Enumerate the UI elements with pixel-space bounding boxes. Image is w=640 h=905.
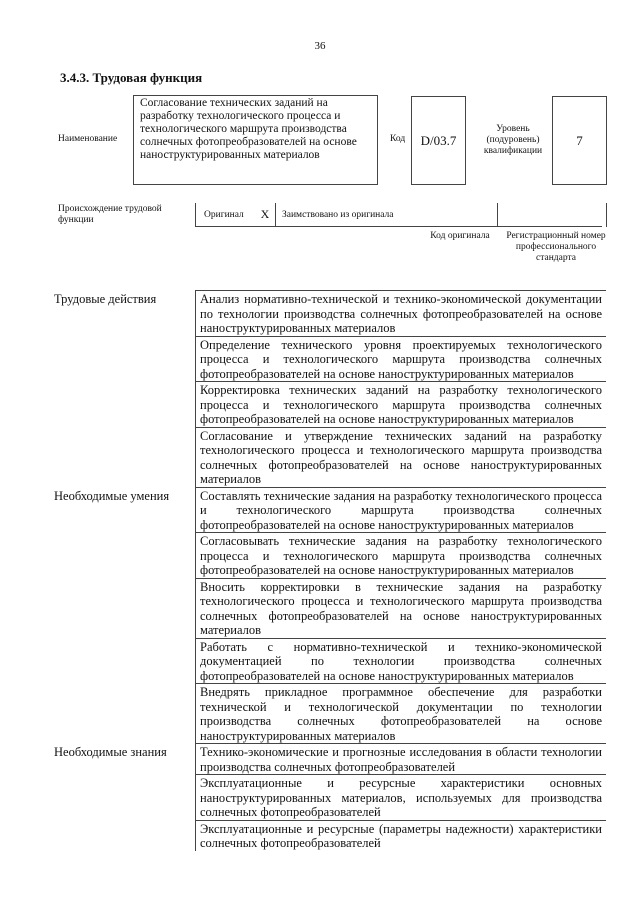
section-item: Составлять технические задания на разработку технологического процесса и технологического маршрута производства солнечных фотопреобразователей на основе наноструктурированных материалов — [196, 488, 606, 534]
section-item: Согласование и утверждение технических заданий на разработку технологического процесса и технологического маршрута производства солнечных фотопреобразователей на основе наноструктурированных материалов — [200, 428, 602, 486]
original-code-label: Код оригинала — [430, 231, 490, 241]
section-item: Анализ нормативно-технической и технико-экономической документации по технологии производства солнечных фотопреобразователей на основе наноструктурированных материалов — [196, 291, 606, 337]
section-heading: 3.4.3. Трудовая функция — [60, 70, 203, 85]
section-1 — [48, 487, 606, 744]
section-item: Эксплуатационные и ресурсные (параметры надежности) характеристики солнечных фотопреобразователей — [200, 821, 602, 850]
qualification-level-label: Уровень (подуровень) квалификации — [483, 124, 543, 156]
section-label: Необходимые знания — [54, 745, 167, 759]
name-label: Наименование — [58, 134, 118, 144]
section-0 — [48, 290, 606, 487]
section-2 — [48, 743, 606, 851]
section-item: Согласовывать технические задания на разработку технологического процесса и технологического маршрута производства солнечных фотопреобразователей на основе наноструктурированных материалов — [196, 533, 606, 579]
section-item: Эксплуатационные и ресурсные характеристики основных наноструктурированных материалов, используемых для производства солнечных фотопреобразователей — [196, 775, 606, 821]
section-items — [195, 290, 606, 487]
section-item: Внедрять прикладное программное обеспечение для разработки технической и технологической документации по технологии производства солнечных фотопреобразователей на основе наноструктурированных материалов — [200, 685, 602, 743]
registration-number-label: Регистрационный номер профессионального стандарта — [506, 231, 606, 263]
page-number: 36 — [314, 40, 326, 52]
section-item: Корректировка технических заданий на разработку технологического процесса и технологического маршрута производства солнечных фотопреобразователей на основе наноструктурированных материалов — [196, 382, 606, 428]
section-items — [195, 743, 606, 851]
code-value: D/03.7 — [411, 96, 466, 185]
borrowed-label: Заимствовано из оригинала — [275, 203, 497, 227]
section-label: Трудовые действия — [54, 292, 157, 306]
section-label: Необходимые умения — [54, 488, 170, 503]
original-mark: X — [255, 203, 275, 227]
origin-label: Происхождение трудовой функции — [58, 204, 162, 225]
function-name-value: Согласование технических заданий на разработку технологического процесса и технологического маршрута производства солнечных фотопреобразователей на основе наноструктурированных материалов — [133, 95, 378, 185]
function-details-table — [48, 290, 606, 851]
original-label: Оригинал — [195, 203, 255, 227]
section-item: Вносить корректировки в технические задания на разработку технологического процесса и технологического маршрута производства солнечных фотопреобразователей на основе наноструктурированных материалов — [196, 579, 606, 639]
qualification-level-value: 7 — [552, 96, 607, 185]
section-item: Работать с нормативно-технической и технико-экономической документацией по технологии производства солнечных фотопреобразователей на основе наноструктурированных материалов — [196, 639, 606, 685]
original-code-cell — [497, 203, 602, 227]
section-items — [195, 487, 606, 744]
code-label: Код — [390, 134, 406, 144]
section-item: Технико-экономические и прогнозные исследования в области технологии производства солнечных фотопреобразователей — [196, 744, 606, 775]
section-item: Определение технического уровня проектируемых технологического процесса и технологического маршрута производства солнечных фотопреобразователей на основе наноструктурированных материалов — [196, 337, 606, 383]
